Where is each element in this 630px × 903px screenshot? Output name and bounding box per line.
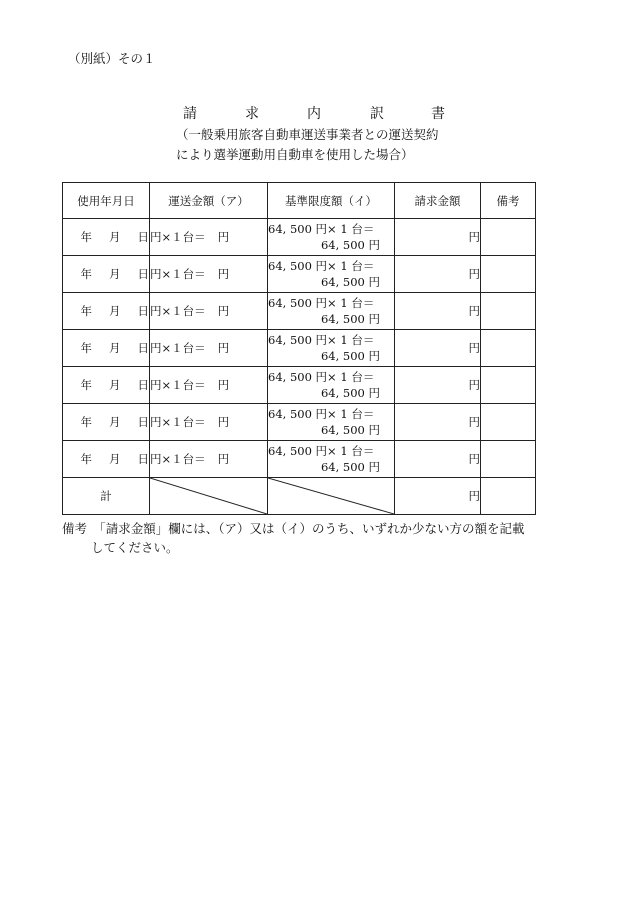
col-header-claim: 請求金額 — [395, 183, 481, 219]
table-row — [63, 404, 536, 441]
fare-yen: 円 — [217, 452, 230, 466]
date-cell — [63, 293, 150, 330]
title-char: 書 — [431, 106, 445, 122]
day-label: 日 — [137, 267, 149, 281]
total-label: 計 — [63, 478, 150, 515]
day-label: 日 — [137, 452, 149, 466]
date-cell — [63, 441, 150, 478]
fare-cell — [150, 404, 268, 441]
claim-cell: 円 — [395, 404, 481, 441]
date-cell — [63, 404, 150, 441]
notes-cell — [481, 293, 536, 330]
day-label: 日 — [137, 341, 149, 355]
base-limit-amount: 64, 500 円 — [320, 423, 380, 437]
fare-cell — [150, 293, 268, 330]
col-header-date: 使用年月日 — [63, 183, 150, 219]
base-limit-cell — [268, 293, 395, 330]
year-label: 年 — [80, 230, 92, 244]
subtitle-line-2: により選挙運動用自動車を使用した場合） — [176, 147, 414, 162]
fare-yen: 円 — [217, 230, 230, 244]
col-header-base-limit: 基準限度額（イ） — [268, 183, 395, 219]
fare-cell — [150, 256, 268, 293]
base-limit-formula: 64, 500 円× 1 台＝ — [268, 259, 375, 273]
year-label: 年 — [80, 452, 92, 466]
day-label: 日 — [137, 304, 149, 318]
fare-yen: 円 — [217, 415, 230, 429]
subtitle-line-1: （一般乗用旅客自動車運送事業者との運送契約 — [176, 127, 439, 142]
fare-formula: 円×１台＝ — [150, 304, 206, 318]
base-limit-formula: 64, 500 円× 1 台＝ — [268, 333, 375, 347]
base-limit-formula: 64, 500 円× 1 台＝ — [268, 370, 375, 384]
base-limit-cell — [268, 219, 395, 256]
fare-cell — [150, 219, 268, 256]
base-limit-formula: 64, 500 円× 1 台＝ — [268, 296, 375, 310]
month-label: 月 — [109, 415, 121, 429]
base-limit-cell — [268, 441, 395, 478]
table-row — [63, 441, 536, 478]
table-row — [63, 293, 536, 330]
total-notes — [481, 478, 536, 515]
total-base-blank — [268, 478, 395, 515]
month-label: 月 — [109, 230, 121, 244]
year-label: 年 — [80, 267, 92, 281]
day-label: 日 — [137, 415, 149, 429]
col-header-notes: 備考 — [481, 183, 536, 219]
base-limit-amount: 64, 500 円 — [320, 460, 380, 474]
col-header-fare: 運送金額（ア） — [150, 183, 268, 219]
fare-cell — [150, 367, 268, 404]
claim-cell: 円 — [395, 367, 481, 404]
remarks-line-2: してください。 — [91, 540, 179, 555]
base-limit-cell — [268, 367, 395, 404]
month-label: 月 — [109, 378, 121, 392]
fare-formula: 円×１台＝ — [150, 378, 206, 392]
title-char: 求 — [245, 106, 259, 122]
fare-formula: 円×１台＝ — [150, 415, 206, 429]
table-header-row — [63, 183, 536, 219]
title-char: 内 — [307, 106, 321, 122]
base-limit-formula: 64, 500 円× 1 台＝ — [268, 222, 375, 236]
date-cell — [63, 256, 150, 293]
title-char: 請 — [183, 106, 197, 122]
fare-formula: 円×１台＝ — [150, 341, 206, 355]
document-title — [183, 103, 445, 121]
fare-yen: 円 — [217, 304, 230, 318]
notes-cell — [481, 441, 536, 478]
fare-yen: 円 — [217, 267, 230, 281]
base-limit-formula: 64, 500 円× 1 台＝ — [268, 407, 375, 421]
year-label: 年 — [80, 378, 92, 392]
total-row — [63, 478, 536, 515]
base-limit-cell — [268, 256, 395, 293]
table-row — [63, 330, 536, 367]
notes-cell — [481, 256, 536, 293]
fare-formula: 円×１台＝ — [150, 267, 206, 281]
base-limit-formula: 64, 500 円× 1 台＝ — [268, 444, 375, 458]
day-label: 日 — [137, 378, 149, 392]
base-limit-amount: 64, 500 円 — [320, 386, 380, 400]
month-label: 月 — [109, 341, 121, 355]
fare-formula: 円×１台＝ — [150, 452, 206, 466]
month-label: 月 — [109, 304, 121, 318]
claim-cell: 円 — [395, 441, 481, 478]
claim-cell: 円 — [395, 293, 481, 330]
year-label: 年 — [80, 304, 92, 318]
base-limit-cell — [268, 330, 395, 367]
base-limit-amount: 64, 500 円 — [320, 238, 380, 252]
breakdown-table — [62, 182, 536, 515]
fare-cell — [150, 441, 268, 478]
claim-cell: 円 — [395, 330, 481, 367]
table-row — [63, 256, 536, 293]
fare-cell — [150, 330, 268, 367]
notes-cell — [481, 219, 536, 256]
claim-cell: 円 — [395, 219, 481, 256]
notes-cell — [481, 330, 536, 367]
fare-formula: 円×１台＝ — [150, 230, 206, 244]
table-row — [63, 219, 536, 256]
year-label: 年 — [80, 341, 92, 355]
base-limit-amount: 64, 500 円 — [320, 349, 380, 363]
fare-yen: 円 — [217, 378, 230, 392]
date-cell — [63, 367, 150, 404]
claim-cell: 円 — [395, 256, 481, 293]
base-limit-amount: 64, 500 円 — [320, 312, 380, 326]
date-cell — [63, 219, 150, 256]
attachment-label: （別紙）その１ — [68, 51, 156, 66]
table-row — [63, 367, 536, 404]
total-claim: 円 — [395, 478, 481, 515]
base-limit-cell — [268, 404, 395, 441]
month-label: 月 — [109, 267, 121, 281]
notes-cell — [481, 367, 536, 404]
year-label: 年 — [80, 415, 92, 429]
date-cell — [63, 330, 150, 367]
day-label: 日 — [137, 230, 149, 244]
base-limit-amount: 64, 500 円 — [320, 275, 380, 289]
title-char: 訳 — [370, 106, 384, 122]
month-label: 月 — [109, 452, 121, 466]
notes-cell — [481, 404, 536, 441]
total-fare-blank — [150, 478, 268, 515]
remarks-line-1: 備考 「請求金額」欄には、（ア）又は（イ）のうち、いずれか少ない方の額を記載 — [62, 521, 525, 536]
fare-yen: 円 — [217, 341, 230, 355]
